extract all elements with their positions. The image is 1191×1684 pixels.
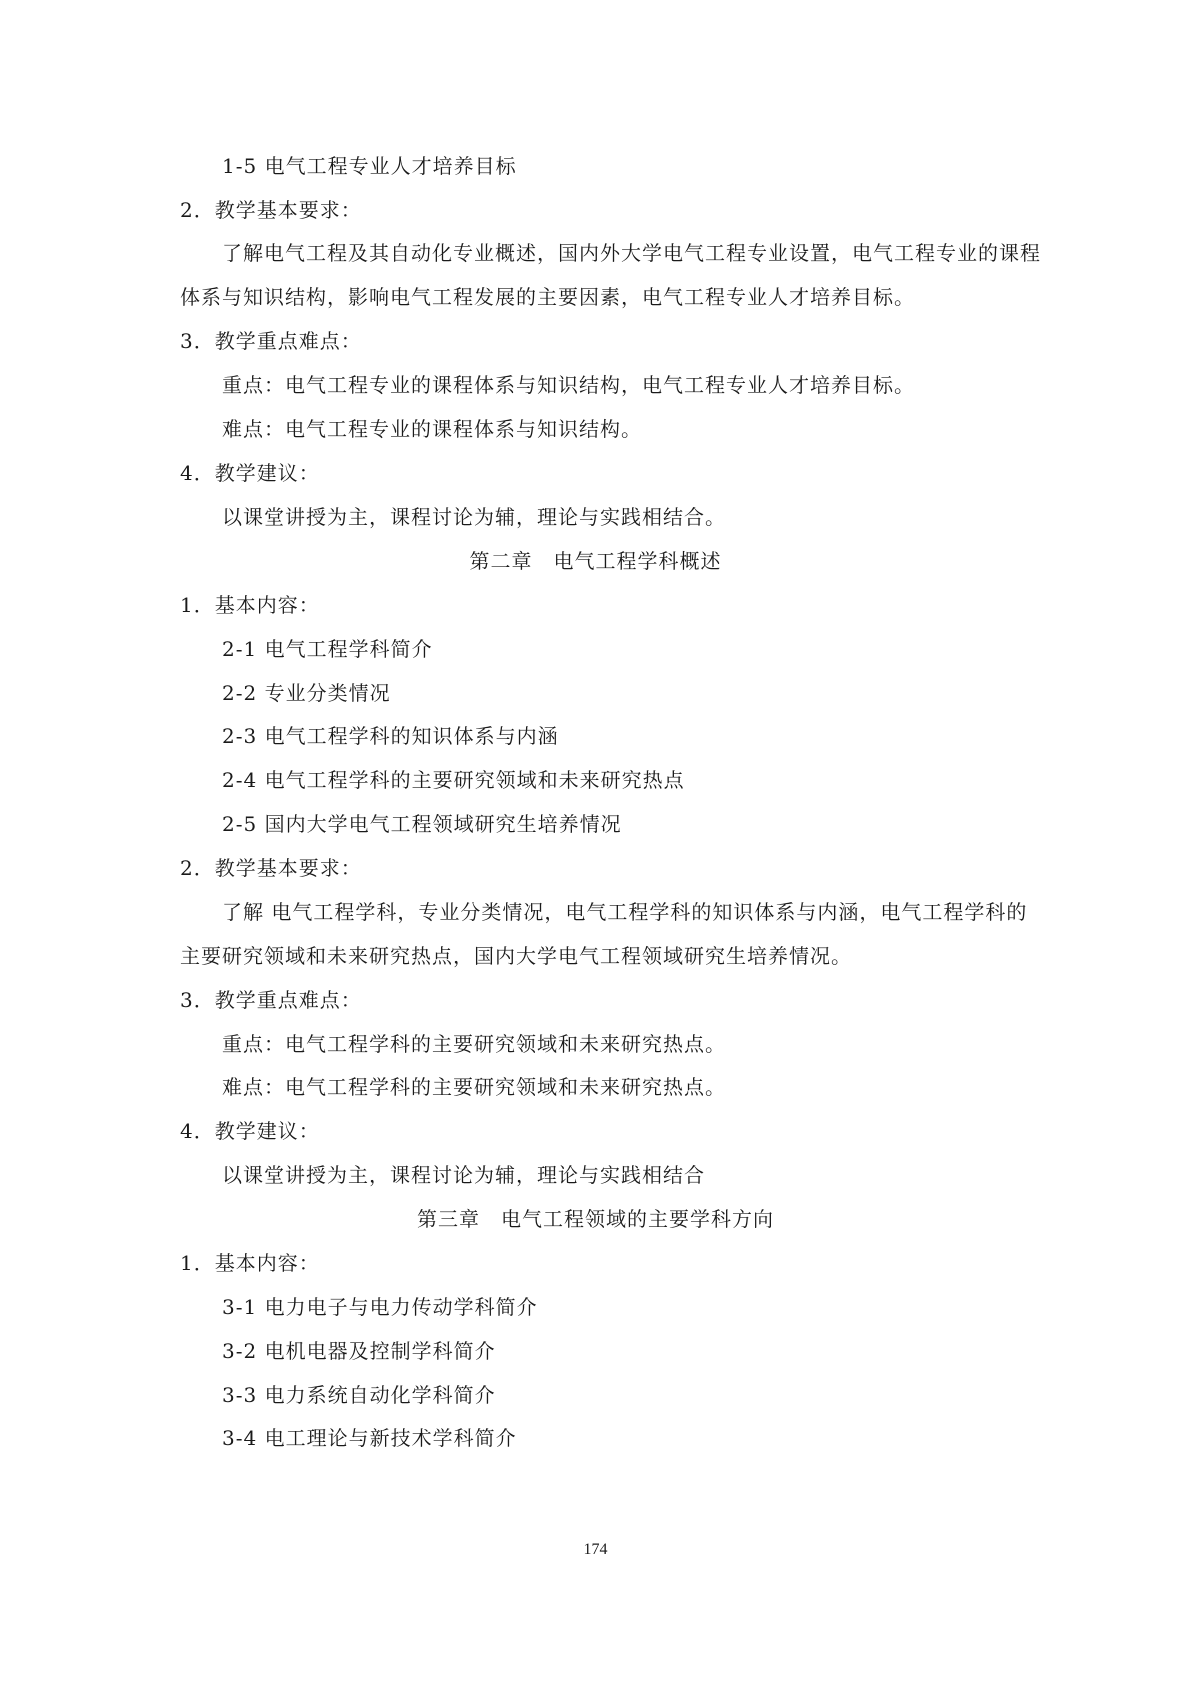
paragraph-line: 主要研究领域和未来研究热点，国内大学电气工程领域研究生培养情况。: [180, 944, 852, 968]
list-item-3-1: 3-1 电力电子与电力传动学科简介: [222, 1295, 538, 1319]
key-point-line: 重点：电气工程专业的课程体系与知识结构，电气工程专业人才培养目标。: [222, 373, 915, 397]
section-heading-content: 1．基本内容：: [180, 1251, 320, 1275]
chapter-title-2: 第二章 电气工程学科概述: [469, 549, 722, 573]
suggestion-line: 以课堂讲授为主，课程讨论为辅，理论与实践相结合: [222, 1163, 705, 1187]
paragraph-line: 体系与知识结构，影响电气工程发展的主要因素，电气工程专业人才培养目标。: [180, 285, 915, 309]
suggestion-line: 以课堂讲授为主，课程讨论为辅，理论与实践相结合。: [222, 505, 726, 529]
list-item-3-4: 3-4 电工理论与新技术学科简介: [222, 1426, 517, 1450]
section-heading-suggestions: 4．教学建议：: [180, 1119, 320, 1143]
section-heading-requirements: 2．教学基本要求：: [180, 198, 362, 222]
section-heading-key-points: 3．教学重点难点：: [180, 329, 362, 353]
paragraph-line: 了解 电气工程学科，专业分类情况，电气工程学科的知识体系与内涵，电气工程学科的: [222, 900, 1028, 924]
section-heading-suggestions: 4．教学建议：: [180, 461, 320, 485]
list-item-2-1: 2-1 电气工程学科简介: [222, 637, 433, 661]
list-item-2-3: 2-3 电气工程学科的知识体系与内涵: [222, 724, 559, 748]
section-heading-requirements: 2．教学基本要求：: [180, 856, 362, 880]
list-item-2-5: 2-5 国内大学电气工程领域研究生培养情况: [222, 812, 622, 836]
key-point-line: 重点：电气工程学科的主要研究领域和未来研究热点。: [222, 1032, 726, 1056]
section-heading-content: 1．基本内容：: [180, 593, 320, 617]
list-item-2-2: 2-2 专业分类情况: [222, 681, 391, 705]
paragraph-line: 了解电气工程及其自动化专业概述，国内外大学电气工程专业设置，电气工程专业的课程: [222, 241, 1041, 265]
page-number: 174: [583, 1541, 608, 1558]
list-item-1-5: 1-5 电气工程专业人才培养目标: [222, 154, 517, 178]
difficulty-line: 难点：电气工程专业的课程体系与知识结构。: [222, 417, 642, 441]
section-heading-key-points: 3．教学重点难点：: [180, 988, 362, 1012]
list-item-2-4: 2-4 电气工程学科的主要研究领域和未来研究热点: [222, 768, 685, 792]
list-item-3-3: 3-3 电力系统自动化学科简介: [222, 1383, 496, 1407]
chapter-title-3: 第三章 电气工程领域的主要学科方向: [417, 1207, 774, 1231]
difficulty-line: 难点：电气工程学科的主要研究领域和未来研究热点。: [222, 1075, 726, 1099]
list-item-3-2: 3-2 电机电器及控制学科简介: [222, 1339, 496, 1363]
